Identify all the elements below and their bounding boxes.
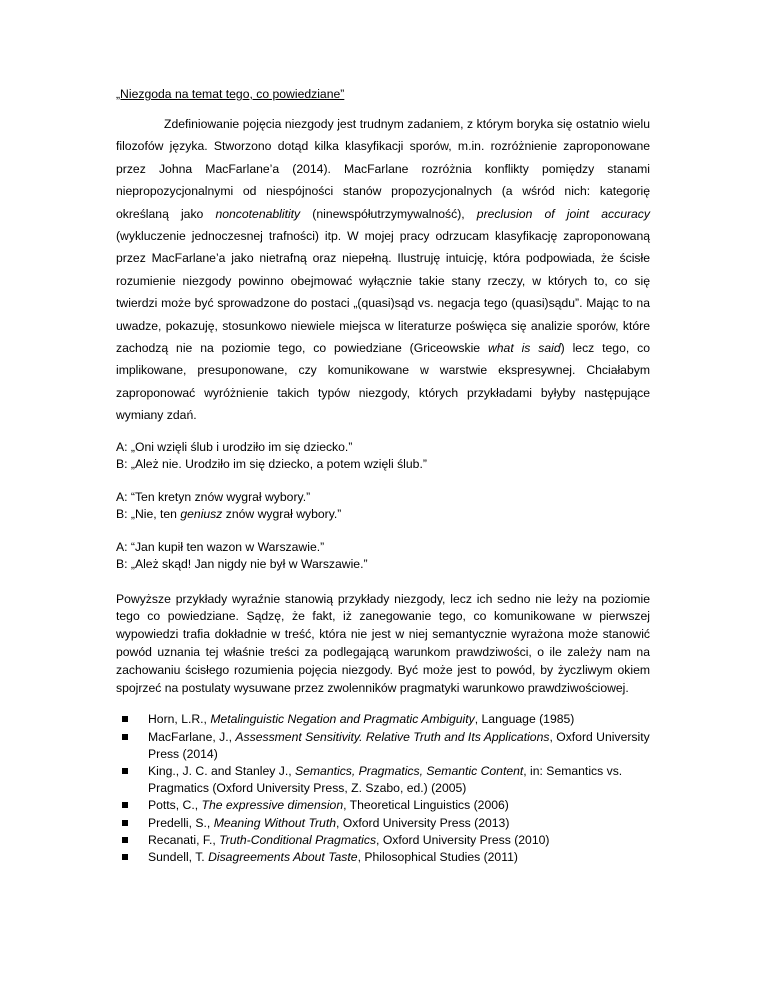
intro-text-2: (ninewspółutrzymywalność),: [300, 206, 477, 221]
ref-title: Truth-Conditional Pragmatics: [219, 832, 377, 847]
ref-source: , Language (1985): [474, 712, 575, 727]
dialog-line-b: B: „Ależ nie. Urodziło im się dziecko, a potem wzięli ślub.”: [116, 456, 427, 471]
dialog-example-3: [116, 539, 650, 573]
ref-title: Semantics, Pragmatics, Semantic Content: [295, 764, 524, 779]
reference-item: [116, 763, 650, 797]
ref-source: , in: Semantics vs. Pragmatics (Oxford University Press, Z. Szabo, ed.) (2005): [148, 764, 623, 796]
reference-item: [116, 711, 650, 728]
dialog-line-a: A: “Jan kupił ten wazon w Warszawie.”: [116, 539, 325, 554]
dialog-line-b: [116, 506, 650, 523]
ref-source: , Oxford University Press (2010): [376, 832, 550, 847]
document-body: [116, 86, 650, 866]
ref-author: Horn, L.R.,: [148, 712, 211, 727]
document-title: „Niezgoda na temat tego, co powiedziane”: [116, 87, 345, 101]
ref-source: , Philosophical Studies (2011): [357, 850, 518, 865]
ref-author: King., J. C. and Stanley J.,: [148, 764, 295, 779]
ref-author: Sundell, T.: [148, 850, 209, 865]
ref-source: , Theoretical Linguistics (2006): [343, 798, 509, 813]
reference-item: [116, 729, 650, 763]
intro-italic-1: noncotenablitity: [215, 206, 301, 221]
dialog-b-italic: geniusz: [180, 506, 223, 521]
ref-source: , Oxford University Press (2013): [336, 815, 510, 830]
ref-title: Disagreements About Taste: [208, 850, 358, 865]
dialog-line-a: A: “Ten kretyn znów wygrał wybory.”: [116, 489, 311, 504]
intro-text-3: (wykluczenie jednoczesnej trafności) itp. W mojej pracy odrzucam klasyfikację zaproponowaną przez MacFarlane’a jako nietrafną oraz niepełną. Ilustruję intuicję, która podpowiada, że ścisłe rozumienie niezgody powinno obejmować wyłącznie takie stany rzeczy, w których to, co się twierdzi może być sprowadzone do postaci „(quasi)sąd vs. negacja tego (quasi)sądu”. Mając to na uwadze, pokazuję, stosunkowo niewiele miejsca w literaturze poświęca się analizie sporów, które zachodzą nie na poziomie tego, co powiedziane (Griceowskie: [116, 229, 650, 356]
dialog-b-post: znów wygrał wybory.”: [222, 506, 342, 521]
reference-item: [116, 849, 650, 866]
intro-text-1: Zdefiniowanie pojęcia niezgody jest trudnym zadaniem, z którym boryka się ostatnio wielu filozofów języka. Stworzono dotąd kilka klasyfikacji sporów, m.in. rozróżnienie zaproponowane przez Johna MacFarlane’a (2014). MacFarlane rozróżnia konflikty pomiędzy stanami niepropozycjonalnymi od niespójności stanów propozycjonalnych (a wśród nich: kategorię określaną jako: [116, 117, 650, 221]
dialog-example-2: [116, 489, 650, 523]
ref-author: Predelli, S.,: [148, 815, 214, 830]
analysis-paragraph: Powyższe przykłady wyraźnie stanowią przykłady niezgody, lecz ich sedno nie leży na poziomie tego co powiedziane. Sądzę, że fakt, iż zanegowanie tego, co komunikowane w pierwszej wypowiedzi trafia dokładnie w treść, która nie jest w niej semantycznie wyrażona może stanowić powód uznania tej właśnie treści za podlegającą warunkom prawdziwości, o ile zależy nam na zachowaniu ścisłego rozumienia pojęcia niezgody. Być może jest to powód, by życzliwym okiem spojrzeć na postulaty wysuwane przez zwolenników pragmatyki warunkowo prawdziwościowej.: [116, 591, 650, 695]
references-list: [116, 711, 650, 866]
ref-author: Recanati, F.,: [148, 832, 220, 847]
intro-text-4: ) lecz tego, co implikowane, presuponowane, czy komunikowane w warstwie ekspresywnej. Chciałabym zaproponować wyróżnienie takich typów niezgody, których przykładami byłyby następujące wymiany zdań.: [116, 341, 650, 423]
dialog-line-b: B: „Ależ skąd! Jan nigdy nie był w Warszawie.”: [116, 556, 368, 571]
reference-item: [116, 797, 650, 814]
reference-item: [116, 815, 650, 832]
dialog-example-1: [116, 439, 650, 473]
ref-title: Assessment Sensitivity. Relative Truth and Its Applications: [235, 729, 550, 744]
ref-title: Meaning Without Truth: [213, 815, 336, 830]
reference-item: [116, 832, 650, 849]
ref-author: Potts, C.,: [148, 798, 202, 813]
dialog-line-a: A: „Oni wzięli ślub i urodziło im się dziecko.”: [116, 439, 353, 454]
intro-italic-2: preclusion of joint accuracy: [476, 206, 650, 221]
intro-paragraph: [116, 113, 650, 427]
ref-author: MacFarlane, J.,: [148, 729, 236, 744]
ref-title: Metalinguistic Negation and Pragmatic Ambiguity: [210, 712, 475, 727]
dialog-b-pre: B: „Nie, ten: [116, 506, 181, 521]
ref-source: , Oxford University Press (2014): [148, 729, 650, 761]
intro-italic-3: what is said: [487, 341, 561, 356]
ref-title: The expressive dimension: [201, 798, 344, 813]
